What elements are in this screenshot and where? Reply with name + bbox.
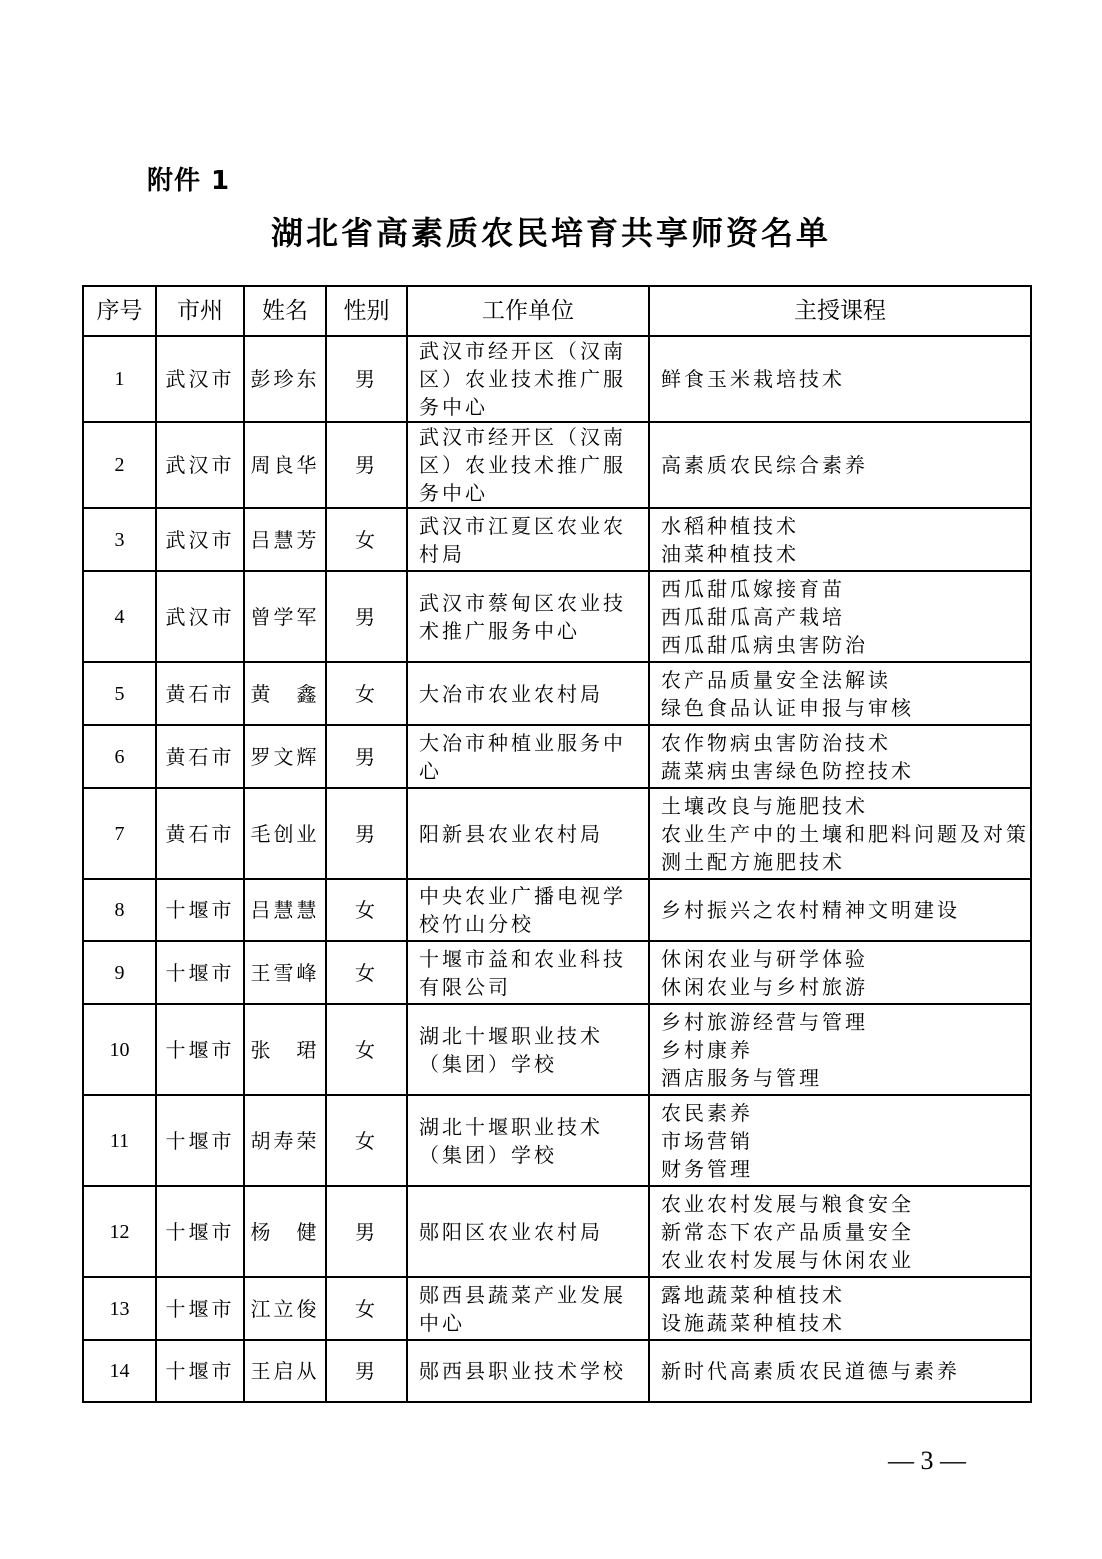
cell-city: 十堰市 <box>156 1340 244 1402</box>
cell-courses <box>649 1186 1031 1277</box>
cell-courses <box>649 788 1031 879</box>
table-row <box>83 879 1031 941</box>
cell-name: 王启从 <box>244 1340 326 1402</box>
course-item: 乡村康养 <box>661 1037 753 1062</box>
cell-city: 武汉市 <box>156 508 244 571</box>
cell-name: 张 珺 <box>244 1004 326 1095</box>
course-item: 市场营销 <box>661 1128 753 1153</box>
cell-city: 十堰市 <box>156 879 244 941</box>
course-item: 绿色食品认证申报与审核 <box>661 695 914 720</box>
cell-name: 杨 健 <box>244 1186 326 1277</box>
cell-courses <box>649 508 1031 571</box>
unit-text: 武汉市蔡甸区农业技术推广服务中心 <box>419 590 626 643</box>
course-item: 西瓜甜瓜病虫害防治 <box>661 632 868 657</box>
table-row <box>83 725 1031 788</box>
cell-gender: 男 <box>326 336 407 422</box>
cell-city: 黄石市 <box>156 788 244 879</box>
course-item: 油菜种植技术 <box>661 541 799 566</box>
cell-courses <box>649 1095 1031 1186</box>
table-row <box>83 662 1031 725</box>
cell-seq: 5 <box>83 662 156 725</box>
course-item: 休闲农业与研学体验 <box>661 946 868 971</box>
cell-unit <box>407 1277 649 1340</box>
cell-gender: 男 <box>326 788 407 879</box>
table-row <box>83 941 1031 1004</box>
table-row <box>83 508 1031 571</box>
cell-gender: 女 <box>326 1004 407 1095</box>
course-item: 露地蔬菜种植技术 <box>661 1282 845 1307</box>
table-row <box>83 571 1031 662</box>
cell-city: 十堰市 <box>156 1095 244 1186</box>
course-item: 财务管理 <box>661 1156 753 1181</box>
cell-seq: 14 <box>83 1340 156 1402</box>
cell-courses <box>649 336 1031 422</box>
cell-courses <box>649 1004 1031 1095</box>
header-seq: 序号 <box>83 286 156 336</box>
cell-unit <box>407 508 649 571</box>
table-row <box>83 1186 1031 1277</box>
table-row <box>83 1004 1031 1095</box>
header-courses: 主授课程 <box>649 286 1031 336</box>
cell-unit <box>407 1095 649 1186</box>
cell-city: 武汉市 <box>156 422 244 508</box>
cell-seq: 2 <box>83 422 156 508</box>
table-row <box>83 422 1031 508</box>
cell-name: 毛创业 <box>244 788 326 879</box>
cell-courses <box>649 571 1031 662</box>
cell-name: 吕慧芳 <box>244 508 326 571</box>
cell-name: 黄 鑫 <box>244 662 326 725</box>
unit-text: 武汉市经开区（汉南区）农业技术推广服务中心 <box>419 339 626 419</box>
table-row <box>83 788 1031 879</box>
unit-text: 武汉市经开区（汉南区）农业技术推广服务中心 <box>419 425 626 505</box>
course-item: 农业生产中的土壤和肥料问题及对策 <box>661 821 1029 846</box>
unit-text: 武汉市江夏区农业农村局 <box>419 513 626 566</box>
header-city: 市州 <box>156 286 244 336</box>
cell-courses <box>649 422 1031 508</box>
course-item: 酒店服务与管理 <box>661 1065 822 1090</box>
cell-gender: 女 <box>326 879 407 941</box>
cell-unit <box>407 941 649 1004</box>
course-item: 农作物病虫害防治技术 <box>661 730 891 755</box>
cell-courses <box>649 1277 1031 1340</box>
cell-gender: 男 <box>326 725 407 788</box>
cell-courses <box>649 879 1031 941</box>
cell-unit <box>407 336 649 422</box>
course-item: 设施蔬菜种植技术 <box>661 1310 845 1335</box>
cell-name: 罗文辉 <box>244 725 326 788</box>
unit-text: 湖北十堰职业技术（集团）学校 <box>419 1114 603 1167</box>
cell-courses <box>649 662 1031 725</box>
cell-name: 彭珍东 <box>244 336 326 422</box>
cell-city: 武汉市 <box>156 571 244 662</box>
header-name: 姓名 <box>244 286 326 336</box>
cell-seq: 6 <box>83 725 156 788</box>
course-item: 休闲农业与乡村旅游 <box>661 974 868 999</box>
cell-courses <box>649 725 1031 788</box>
course-item: 测土配方施肥技术 <box>661 849 845 874</box>
course-item: 鲜食玉米栽培技术 <box>661 367 845 391</box>
cell-courses <box>649 941 1031 1004</box>
cell-gender: 男 <box>326 571 407 662</box>
course-item: 新常态下农产品质量安全 <box>661 1219 914 1244</box>
cell-city: 武汉市 <box>156 336 244 422</box>
cell-gender: 男 <box>326 1340 407 1402</box>
course-item: 土壤改良与施肥技术 <box>661 793 868 818</box>
cell-unit <box>407 422 649 508</box>
cell-unit <box>407 1186 649 1277</box>
course-item: 水稻种植技术 <box>661 513 799 538</box>
cell-seq: 11 <box>83 1095 156 1186</box>
unit-text: 郧西县职业技术学校 <box>419 1359 626 1383</box>
cell-gender: 女 <box>326 1095 407 1186</box>
table-row <box>83 1340 1031 1402</box>
cell-gender: 女 <box>326 662 407 725</box>
cell-seq: 4 <box>83 571 156 662</box>
course-item: 乡村振兴之农村精神文明建设 <box>661 898 960 922</box>
cell-courses <box>649 1340 1031 1402</box>
table-header-row <box>83 286 1031 336</box>
unit-text: 大冶市农业农村局 <box>419 681 603 706</box>
cell-seq: 9 <box>83 941 156 1004</box>
cell-gender: 男 <box>326 1186 407 1277</box>
cell-seq: 3 <box>83 508 156 571</box>
cell-name: 吕慧慧 <box>244 879 326 941</box>
cell-city: 十堰市 <box>156 941 244 1004</box>
cell-city: 十堰市 <box>156 1277 244 1340</box>
cell-gender: 男 <box>326 422 407 508</box>
cell-seq: 1 <box>83 336 156 422</box>
cell-unit <box>407 725 649 788</box>
course-item: 高素质农民综合素养 <box>661 453 868 477</box>
course-item: 乡村旅游经营与管理 <box>661 1009 868 1034</box>
table-row <box>83 1095 1031 1186</box>
unit-text: 郧西县蔬菜产业发展中心 <box>419 1282 626 1335</box>
header-gender: 性别 <box>326 286 407 336</box>
cell-seq: 7 <box>83 788 156 879</box>
page-number: — 3 — <box>888 1446 966 1475</box>
table-row <box>83 1277 1031 1340</box>
cell-city: 黄石市 <box>156 725 244 788</box>
cell-name: 王雪峰 <box>244 941 326 1004</box>
cell-name: 胡寿荣 <box>244 1095 326 1186</box>
cell-seq: 10 <box>83 1004 156 1095</box>
course-item: 新时代高素质农民道德与素养 <box>661 1359 960 1383</box>
cell-seq: 13 <box>83 1277 156 1340</box>
cell-unit <box>407 788 649 879</box>
unit-text: 中央农业广播电视学校竹山分校 <box>419 884 626 936</box>
course-item: 西瓜甜瓜嫁接育苗 <box>661 576 845 601</box>
cell-city: 十堰市 <box>156 1004 244 1095</box>
cell-seq: 12 <box>83 1186 156 1277</box>
cell-seq: 8 <box>83 879 156 941</box>
cell-gender: 女 <box>326 1277 407 1340</box>
header-unit: 工作单位 <box>407 286 649 336</box>
cell-unit <box>407 879 649 941</box>
course-item: 农产品质量安全法解读 <box>661 667 891 692</box>
course-item: 蔬菜病虫害绿色防控技术 <box>661 758 914 783</box>
unit-text: 郧阳区农业农村局 <box>419 1219 603 1244</box>
cell-gender: 女 <box>326 508 407 571</box>
cell-name: 周良华 <box>244 422 326 508</box>
course-item: 农民素养 <box>661 1100 753 1125</box>
attachment-label: 附件 1 <box>147 166 231 196</box>
cell-city: 十堰市 <box>156 1186 244 1277</box>
unit-text: 十堰市益和农业科技有限公司 <box>419 946 626 999</box>
document-title: 湖北省高素质农民培育共享师资名单 <box>270 214 831 252</box>
cell-name: 曾学军 <box>244 571 326 662</box>
cell-unit <box>407 1004 649 1095</box>
unit-text: 阳新县农业农村局 <box>419 821 603 846</box>
cell-unit <box>407 662 649 725</box>
course-item: 西瓜甜瓜高产栽培 <box>661 604 845 629</box>
table-body <box>83 336 1031 1402</box>
unit-text: 大冶市种植业服务中心 <box>419 730 626 783</box>
table-row <box>83 336 1031 422</box>
cell-gender: 女 <box>326 941 407 1004</box>
cell-name: 江立俊 <box>244 1277 326 1340</box>
unit-text: 湖北十堰职业技术（集团）学校 <box>419 1023 603 1076</box>
cell-unit <box>407 571 649 662</box>
cell-unit <box>407 1340 649 1402</box>
cell-city: 黄石市 <box>156 662 244 725</box>
teacher-list-table <box>82 285 1032 1403</box>
course-item: 农业农村发展与粮食安全 <box>661 1191 914 1216</box>
course-item: 农业农村发展与休闲农业 <box>661 1247 914 1272</box>
